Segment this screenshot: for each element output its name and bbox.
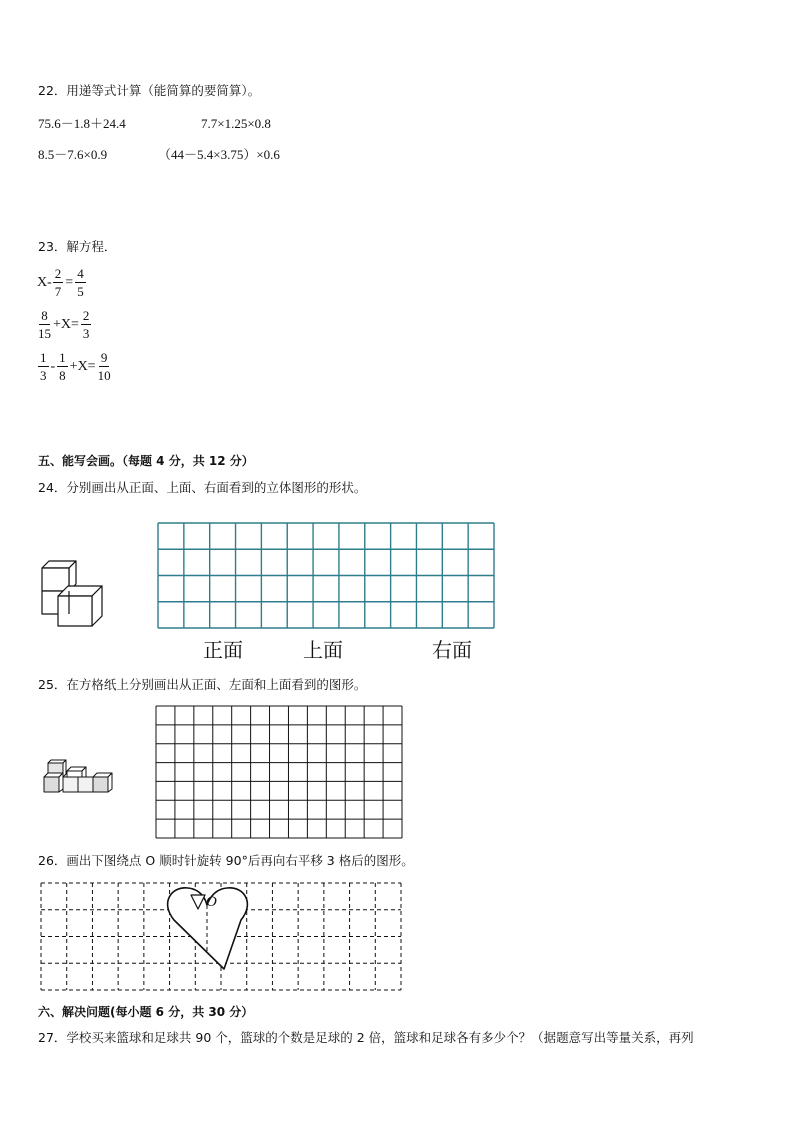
eq2-den2: 3 — [82, 326, 90, 341]
q26-title: 26．画出下图绕点 O 顺时针旋转 90°后再向右平移 3 格后的图形。 — [38, 853, 414, 868]
eq2-fraction-right — [81, 309, 92, 340]
eq3-den3: 10 — [97, 368, 111, 383]
eq3-num1: 1 — [40, 350, 47, 365]
label-front-view: 正面 — [203, 640, 243, 662]
eq1-den2: 5 — [77, 284, 84, 299]
q26-dashed-grid — [41, 883, 402, 991]
q22-expr-4: （44－5.4×3.75）×0.6 — [158, 147, 280, 162]
eq3-minus: - — [50, 358, 56, 374]
q25-square-grid — [156, 706, 403, 839]
q23-title: 23．解方程． — [38, 239, 117, 254]
eq2-mid: +X= — [53, 316, 79, 332]
eq1-den1: 7 — [54, 284, 62, 299]
q22-expr-3: 8.5－7.6×0.9 — [38, 147, 108, 162]
eq2-num1: 8 — [41, 308, 48, 323]
point-o-label: O — [206, 894, 217, 910]
q24-title: 24．分别画出从正面、上面、右面看到的立体图形的形状。 — [38, 480, 367, 495]
q22-title: 22．用递等式计算（能简算的要简算）。 — [38, 83, 261, 98]
eq1-num1: 2 — [54, 266, 62, 281]
label-right-view: 右面 — [432, 640, 472, 662]
q24-cube-figure — [38, 548, 110, 632]
equation-3 — [37, 351, 112, 382]
eq3-num3: 9 — [100, 350, 108, 365]
eq3-den1: 3 — [40, 368, 47, 383]
equation-1 — [37, 267, 87, 298]
eq1-num2: 4 — [77, 266, 84, 281]
eq3-fraction-3 — [98, 351, 111, 382]
q22-expr-2: 7.7×1.25×0.8 — [201, 116, 271, 131]
eq3-den2: 8 — [59, 368, 66, 383]
equation-2 — [37, 309, 92, 340]
label-top-view: 上面 — [303, 640, 343, 662]
eq1-equals: = — [65, 274, 74, 290]
eq2-num2: 2 — [82, 308, 90, 323]
grid-lines — [158, 523, 494, 628]
q25-title: 25．在方格纸上分别画出从正面、左面和上面看到的图形。 — [38, 677, 367, 692]
eq1-fraction-left — [53, 267, 64, 298]
q25-cube-figure — [42, 757, 118, 797]
q27-title: 27．学校买来篮球和足球共 90 个，篮球的个数是足球的 2 倍，篮球和足球各有多少个？（据题意写出等量关系，再列 — [38, 1030, 694, 1045]
eq3-num2: 1 — [59, 350, 66, 365]
section-6-heading: 六、解决问题(每小题 6 分，共 30 分） — [38, 1005, 254, 1019]
eq2-fraction-left — [38, 309, 51, 340]
eq1-var: X- — [37, 274, 52, 290]
grid-lines — [156, 706, 402, 838]
q24-view-grid — [158, 523, 495, 629]
eq3-fraction-1 — [38, 351, 49, 382]
eq3-mid: +X= — [69, 358, 96, 374]
eq1-fraction-right — [75, 267, 86, 298]
q22-expr-1: 75.6－1.8＋24.4 — [38, 116, 126, 131]
section-5-heading: 五、能写会画。（每题 4 分，共 12 分） — [38, 454, 254, 468]
eq3-fraction-2 — [57, 351, 68, 382]
eq2-den1: 15 — [38, 326, 51, 341]
